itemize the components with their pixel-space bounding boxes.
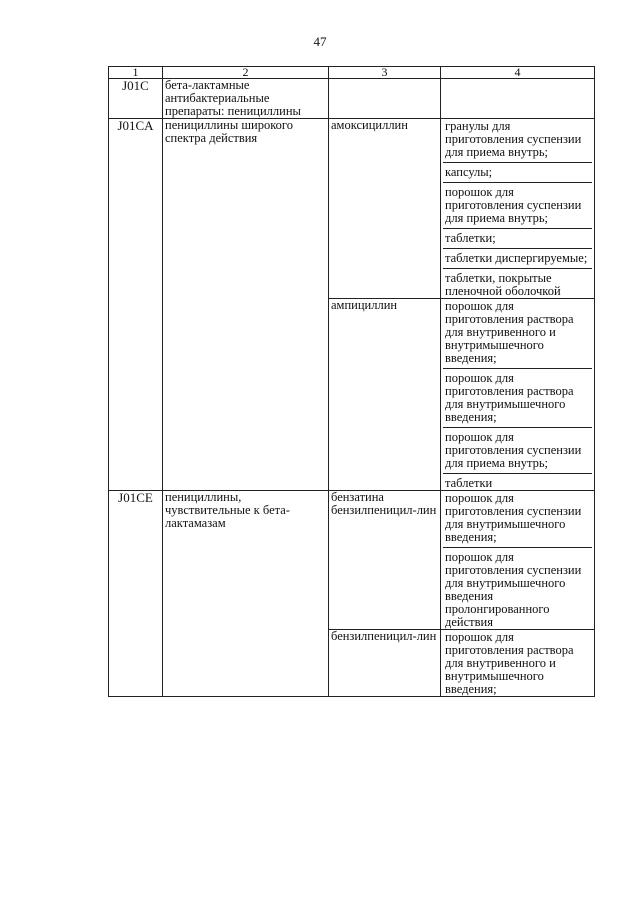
dosage-form-item: порошок для приготовления раствора для внутривенного и внутримышечного введения; (445, 299, 574, 365)
table-row (109, 119, 595, 299)
drug-name-cell: амоксициллин (329, 119, 441, 299)
page-number: 47 (313, 34, 327, 49)
dosage-form-item: порошок для приготовления суспензии для приема внутрь; (443, 427, 592, 473)
dosage-form-item: порошок для приготовления раствора для внутривенного и внутримышечного введения; (445, 630, 574, 696)
dosage-form-item: капсулы; (443, 162, 592, 182)
column-header: 4 (441, 67, 595, 79)
dosage-form-item: таблетки (443, 473, 592, 490)
dosage-forms-cell (441, 79, 595, 119)
dosage-form-item: порошок для приготовления суспензии для внутримышечного введения; (445, 491, 582, 544)
dosage-form-item: таблетки диспергируемые; (443, 248, 592, 268)
column-header: 2 (163, 67, 329, 79)
drug-name-cell: ампициллин (329, 299, 441, 491)
drug-name-cell: бензилпеницил-лин (329, 630, 441, 697)
dosage-form-item: порошок для приготовления раствора для внутримышечного введения; (443, 368, 592, 427)
atc-code-cell: J01C (109, 79, 163, 119)
table-header-row (109, 67, 595, 79)
column-header: 1 (109, 67, 163, 79)
dosage-forms-cell (441, 299, 595, 491)
anatomical-therapeutic-group-cell: бета-лактамные антибактериальные препараты: пенициллины (163, 79, 329, 119)
dosage-form-item: порошок для приготовления суспензии для приема внутрь; (443, 182, 592, 228)
dosage-forms-cell (441, 491, 595, 630)
atc-code-cell: J01CE (109, 491, 163, 697)
dosage-form-item: таблетки; (443, 228, 592, 248)
dosage-forms-cell (441, 630, 595, 697)
medication-table (108, 66, 595, 697)
dosage-forms-cell (441, 119, 595, 299)
column-header: 3 (329, 67, 441, 79)
anatomical-therapeutic-group-cell: пенициллины широкого спектра действия (163, 119, 329, 491)
table-row (109, 79, 595, 119)
dosage-form-item: гранулы для приготовления суспензии для приема внутрь; (445, 119, 582, 159)
dosage-form-item: порошок для приготовления суспензии для внутримышечного введения пролонгированного действия (443, 547, 592, 629)
anatomical-therapeutic-group-cell: пенициллины, чувствительные к бета-лактамазам (163, 491, 329, 697)
drug-name-cell: бензатина бензилпеницил-лин (329, 491, 441, 630)
table-row (109, 491, 595, 630)
dosage-form-item: таблетки, покрытые пленочной оболочкой (443, 268, 592, 298)
drug-name-cell (329, 79, 441, 119)
atc-code-cell: J01CA (109, 119, 163, 491)
